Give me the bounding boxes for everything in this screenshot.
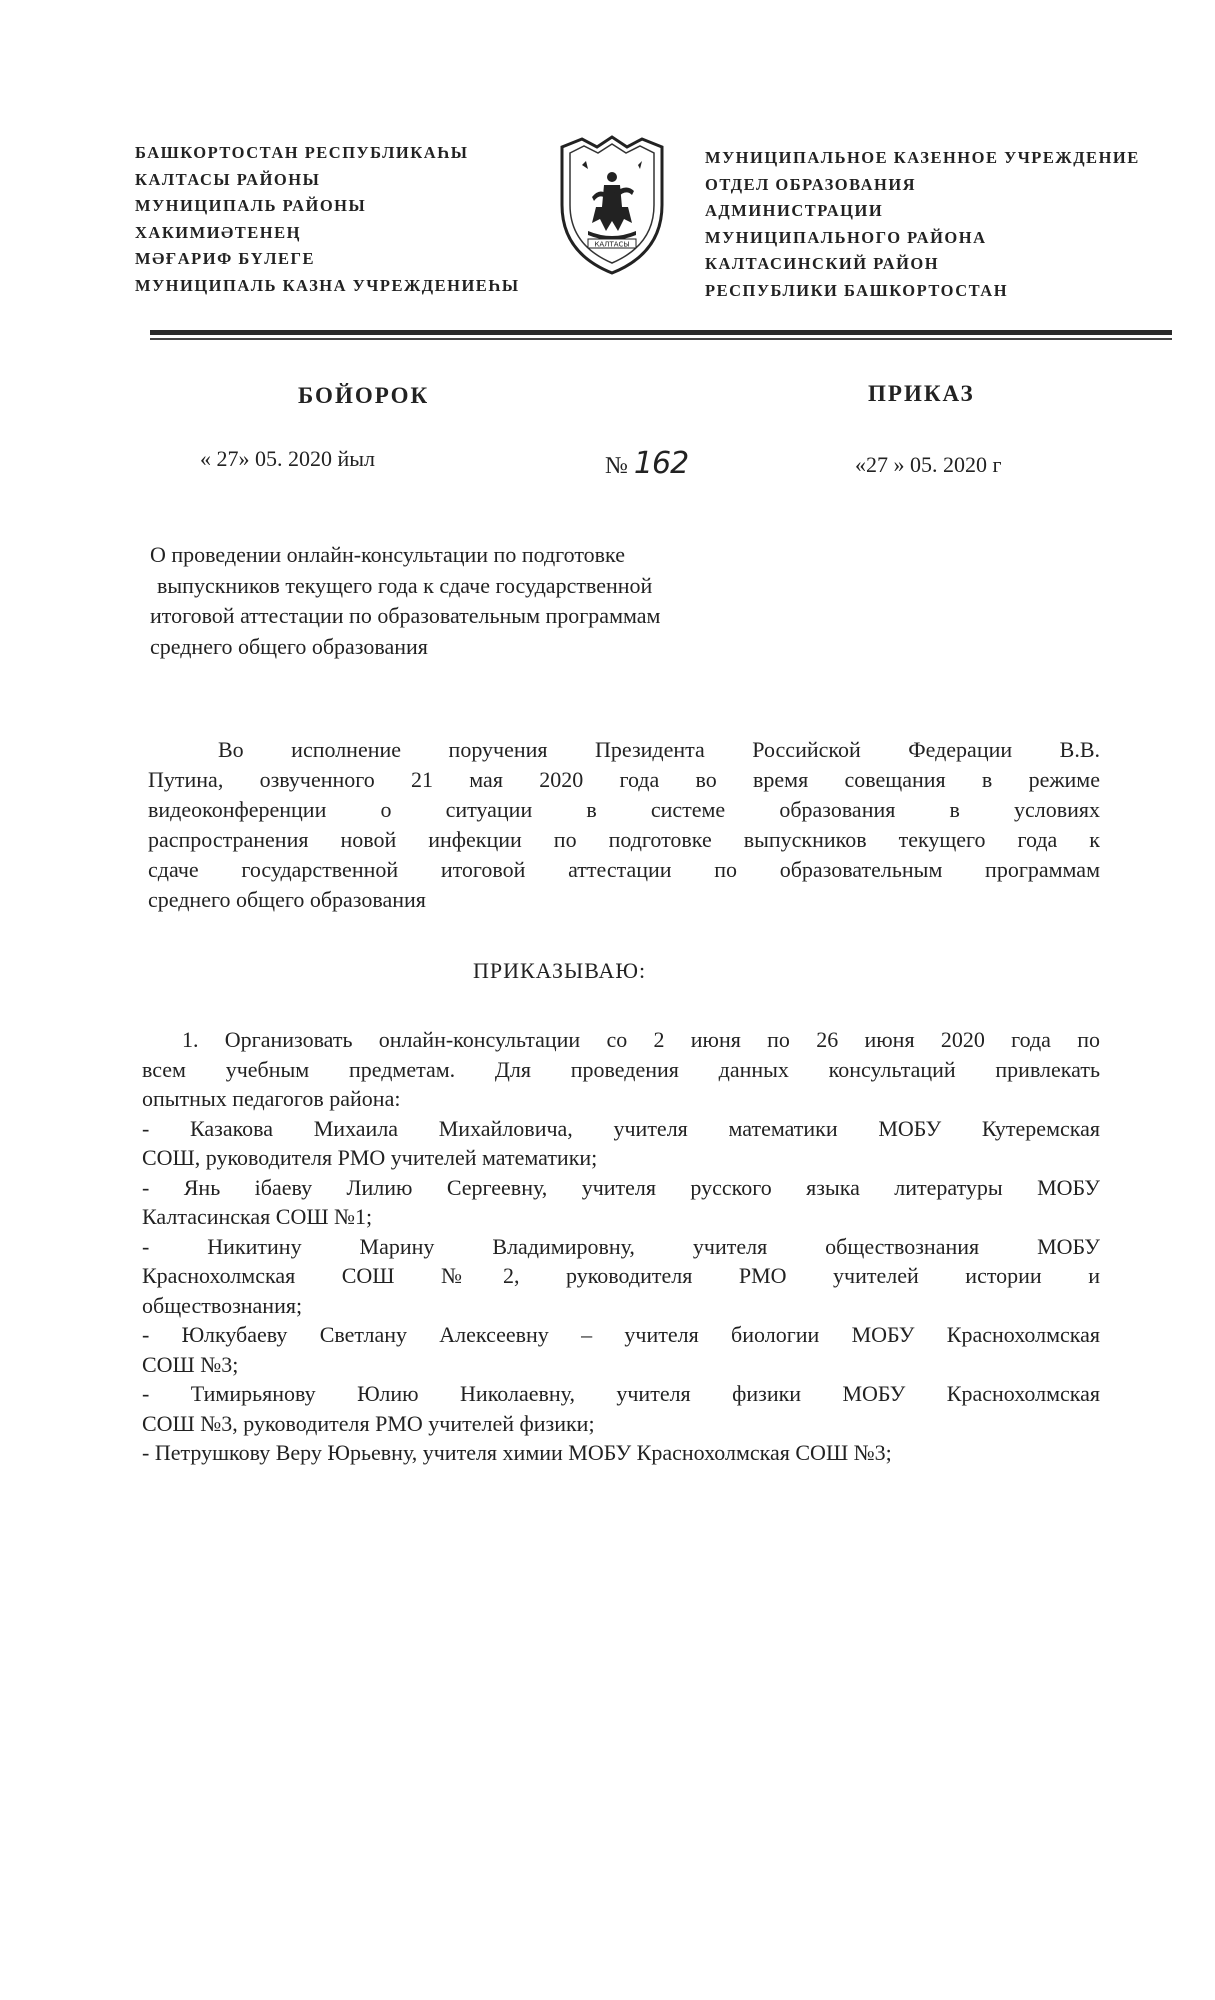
number-sign: № xyxy=(605,453,628,479)
order-heading: ПРИКАЗЫВАЮ: xyxy=(473,958,647,983)
item-line: 1. Организовать онлайн-консультации со 2 июня по 26 июня 2020 года по xyxy=(182,1027,1100,1052)
header-right-line: КАЛТАСИНСКИЙ РАЙОН xyxy=(705,254,940,273)
header-left-line: БАШКОРТОСТАН РЕСПУБЛИКАҺЫ xyxy=(135,143,469,162)
header-left-line: МУНИЦИПАЛЬ КАЗНА УЧРЕЖДЕНИЕҺЫ xyxy=(135,275,520,295)
item-line: - Янь ібаеву Лилию Сергеевну, учителя русского языка литературы МОБУ xyxy=(142,1174,1100,1200)
header-right-line: ОТДЕЛ ОБРАЗОВАНИЯ xyxy=(705,174,917,194)
item-line: - Никитину Марину Владимировну, учителя обществознания МОБУ xyxy=(142,1233,1100,1259)
title-prikaz: ПРИКАЗ xyxy=(868,381,975,406)
subject-line: среднего общего образования xyxy=(150,633,428,659)
preamble-line: сдаче государственной итоговой аттестации по образовательным программам xyxy=(148,857,1100,882)
subject-line: О проведении онлайн-консультации по подготовке xyxy=(150,542,625,567)
item-line: Краснохолмская СОШ №2, руководителя РМО учителей истории и xyxy=(142,1263,1100,1288)
preamble-line: среднего общего образования xyxy=(148,887,426,912)
order-subject xyxy=(150,540,660,662)
svg-text:КАЛТАСЫ: КАЛТАСЫ xyxy=(594,240,630,249)
header-left-line: КАЛТАСЫ РАЙОНЫ xyxy=(135,169,321,189)
item-line: - Юлкубаеву Светлану Алексеевну – учителя биологии МОБУ Краснохолмская xyxy=(142,1322,1100,1347)
header-right-line: РЕСПУБЛИКИ БАШКОРТОСТАН xyxy=(705,280,1009,300)
item-line: СОШ, руководителя РМО учителей математики; xyxy=(142,1145,598,1170)
date-russian: «27 » 05. 2020 г xyxy=(855,452,1002,477)
header-left-line: ХАКИМИӘТЕНЕҢ xyxy=(135,222,301,242)
header-left-line: МУНИЦИПАЛЬ РАЙОНЫ xyxy=(135,196,367,215)
item-line: СОШ №3, руководителя РМО учителей физики; xyxy=(142,1410,595,1436)
header-russian-block xyxy=(705,145,1140,304)
header-right-line: АДМИНИСТРАЦИИ xyxy=(705,201,884,220)
item-line: Калтасинская СОШ №1; xyxy=(142,1204,373,1229)
item-line: обществознания; xyxy=(142,1292,303,1318)
order-number-handwritten: 162 xyxy=(633,446,689,481)
preamble-line: Путина, озвученного 21 мая 2020 года во время совещания в режиме xyxy=(148,767,1100,792)
header-right-line: МУНИЦИПАЛЬНОЕ КАЗЕННОЕ УЧРЕЖДЕНИЕ xyxy=(705,148,1140,167)
preamble-line: Во исполнение поручения Президента Российской Федерации В.В. xyxy=(218,737,1100,762)
preamble-line: распространения новой инфекции по подготовке выпускников текущего года к xyxy=(148,827,1100,852)
header-divider-thin xyxy=(150,338,1172,340)
order-items xyxy=(142,1025,1100,1468)
date-bashkir: « 27» 05. 2020 йыл xyxy=(200,446,376,471)
item-line: - Петрушкову Веру Юрьевну, учителя химии МОБУ Краснохолмская СОШ №3; xyxy=(142,1440,892,1465)
order-number xyxy=(605,446,688,481)
title-boyorok: БОЙОРОК xyxy=(298,383,430,408)
item-line: - Казакова Михаила Михайловича, учителя математики МОБУ Кутеремская xyxy=(142,1115,1100,1141)
subject-line: выпускников текущего года к сдаче государственной xyxy=(157,572,653,598)
subject-line: итоговой аттестации по образовательным программам xyxy=(150,603,661,628)
preamble-paragraph xyxy=(148,735,1100,915)
header-right-line: МУНИЦИПАЛЬНОГО РАЙОНА xyxy=(705,227,987,247)
item-line: всем учебным предметам. Для проведения данных консультаций привлекать xyxy=(142,1056,1100,1082)
item-line: СОШ №3; xyxy=(142,1351,239,1377)
header-bashkir-block xyxy=(135,140,520,299)
preamble-line: видеоконференции о ситуации в системе образования в условиях xyxy=(148,797,1100,822)
header-left-line: МӘҒАРИФ БҮЛЕГЕ xyxy=(135,249,316,268)
district-emblem-icon xyxy=(552,135,672,277)
header-divider-thick xyxy=(150,330,1172,335)
item-line: опытных педагогов района: xyxy=(142,1086,401,1111)
item-line: - Тимирьянову Юлию Николаевну, учителя физики МОБУ Краснохолмская xyxy=(142,1381,1100,1406)
